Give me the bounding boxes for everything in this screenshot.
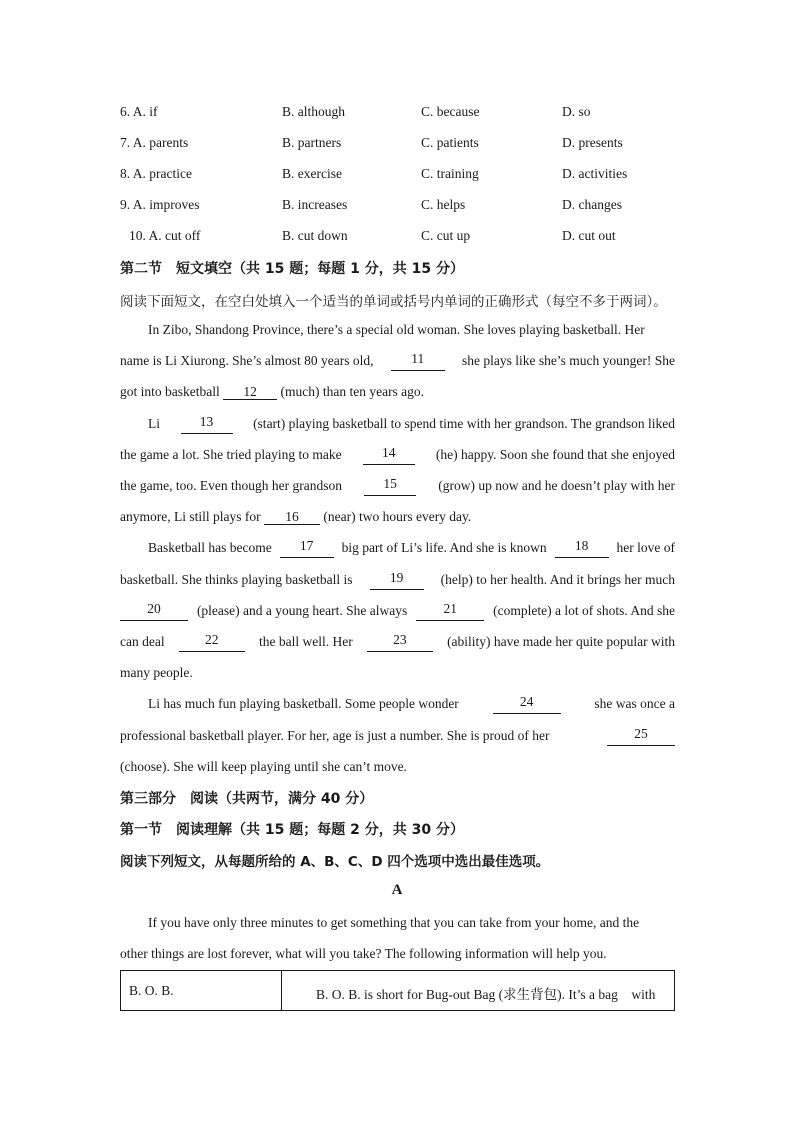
passage-line bbox=[148, 320, 675, 340]
blank-14[interactable]: 14 bbox=[363, 445, 415, 465]
passage-text: basketball. She thinks playing basketball is bbox=[120, 572, 353, 587]
blank-15[interactable]: 15 bbox=[364, 476, 416, 496]
blank-17[interactable]: 17 bbox=[280, 538, 334, 558]
passage-line bbox=[120, 382, 675, 402]
option-6d: D. so bbox=[562, 104, 591, 119]
option-8a: 8. A. practice bbox=[120, 166, 192, 181]
passage-text: Li bbox=[148, 416, 160, 431]
blank-12[interactable]: 12 bbox=[223, 384, 277, 400]
passage-text: her love of bbox=[616, 540, 675, 555]
blank-22[interactable]: 22 bbox=[179, 632, 245, 652]
option-row-9 bbox=[0, 197, 794, 217]
option-9d: D. changes bbox=[562, 197, 622, 212]
intro-line bbox=[148, 913, 675, 933]
passage-text: she was once a bbox=[594, 696, 675, 711]
passage-text: many people. bbox=[120, 665, 193, 680]
blank-21[interactable]: 21 bbox=[416, 601, 484, 621]
passage-line bbox=[120, 507, 675, 527]
passage-text: got into basketball bbox=[120, 384, 220, 399]
part3-instruction: 阅读下列短文，从每题所给的 A、B、C、D 四个选项中选出最佳选项。 bbox=[120, 854, 550, 870]
option-10d: D. cut out bbox=[562, 228, 616, 243]
passage-text: (near) two hours every day. bbox=[323, 509, 472, 524]
intro-line bbox=[120, 944, 675, 964]
option-row-6 bbox=[0, 104, 794, 124]
passage-line bbox=[120, 445, 675, 465]
table-cell-label-text: B. O. B. bbox=[129, 983, 174, 998]
option-6c: C. because bbox=[421, 104, 480, 119]
option-row-8 bbox=[0, 166, 794, 186]
blank-18[interactable]: 18 bbox=[555, 538, 609, 558]
option-row-10 bbox=[0, 228, 794, 248]
option-row-7 bbox=[0, 135, 794, 155]
passage-text: (help) to her health. And it brings her much bbox=[440, 572, 675, 587]
passage-line bbox=[120, 663, 675, 683]
option-8b: B. exercise bbox=[282, 166, 342, 181]
option-10b: B. cut down bbox=[282, 228, 348, 243]
passage-a-title: A bbox=[391, 882, 403, 898]
blank-24[interactable]: 24 bbox=[493, 694, 561, 714]
passage-text: name is Li Xiurong. She’s almost 80 years old, bbox=[120, 353, 374, 368]
passage-line bbox=[148, 694, 675, 714]
passage-line bbox=[120, 351, 675, 371]
passage-text: she plays like she’s much younger! She bbox=[462, 353, 675, 368]
option-7b: B. partners bbox=[282, 135, 342, 150]
option-9a: 9. A. improves bbox=[120, 197, 200, 212]
table-cell-description: B. O. B. is short for Bug-out Bag (求生背包). It’s a bag with bbox=[316, 987, 656, 1002]
option-6a: 6. A. if bbox=[120, 104, 158, 119]
passage-line bbox=[148, 414, 675, 434]
info-table bbox=[120, 970, 675, 1011]
passage-text: In Zibo, Shandong Province, there’s a special old woman. She loves playing basketball. Her bbox=[148, 322, 645, 337]
passage-line bbox=[120, 601, 675, 621]
option-6b: B. although bbox=[282, 104, 345, 119]
section2-heading: 第二节 短文填空（共 15 题；每题 1 分，共 15 分） bbox=[120, 261, 464, 277]
option-8d: D. activities bbox=[562, 166, 628, 181]
passage-text: (ability) have made her quite popular with bbox=[447, 634, 675, 649]
passage-text: Basketball has become bbox=[148, 540, 272, 555]
option-7d: D. presents bbox=[562, 135, 623, 150]
passage-text: professional basketball player. For her, age is just a number. She is proud of her bbox=[120, 728, 550, 743]
blank-11[interactable]: 11 bbox=[391, 351, 445, 371]
passage-line bbox=[120, 476, 675, 496]
option-7a: 7. A. parents bbox=[120, 135, 189, 150]
option-7c: C. patients bbox=[421, 135, 479, 150]
option-10a: 10. A. cut off bbox=[129, 228, 201, 243]
passage-line bbox=[120, 757, 675, 777]
option-8c: C. training bbox=[421, 166, 479, 181]
passage-text: (start) playing basketball to spend time with her grandson. The grandson liked bbox=[253, 416, 675, 431]
passage-text: (much) than ten years ago. bbox=[280, 384, 425, 399]
option-9b: B. increases bbox=[282, 197, 348, 212]
blank-23[interactable]: 23 bbox=[367, 632, 433, 652]
blank-20[interactable]: 20 bbox=[120, 601, 188, 621]
passage-text: (grow) up now and he doesn’t play with her bbox=[438, 478, 675, 493]
blank-16[interactable]: 16 bbox=[264, 509, 320, 525]
part3-heading: 第三部分 阅读（共两节，满分 40 分） bbox=[120, 791, 374, 807]
passage-text: (complete) a lot of shots. And she bbox=[493, 603, 675, 618]
passage-text: can deal bbox=[120, 634, 165, 649]
intro-text: If you have only three minutes to get something that you can take from your home, and the bbox=[148, 915, 640, 930]
part3-sub-heading: 第一节 阅读理解（共 15 题；每题 2 分，共 30 分） bbox=[120, 822, 464, 838]
blank-13[interactable]: 13 bbox=[181, 414, 233, 434]
passage-text: anymore, Li still plays for bbox=[120, 509, 261, 524]
passage-text: Li has much fun playing basketball. Some people wonder bbox=[148, 696, 459, 711]
intro-text: other things are lost forever, what will you take? The following information will help you. bbox=[120, 946, 607, 961]
passage-line bbox=[120, 632, 675, 652]
passage-line bbox=[120, 570, 675, 590]
blank-19[interactable]: 19 bbox=[370, 570, 424, 590]
passage-text: the ball well. Her bbox=[258, 634, 353, 649]
blank-25[interactable]: 25 bbox=[607, 726, 675, 746]
option-9c: C. helps bbox=[421, 197, 466, 212]
passage-text: (choose). She will keep playing until she can’t move. bbox=[120, 759, 407, 774]
passage-line bbox=[148, 538, 675, 558]
passage-text: the game, too. Even though her grandson bbox=[120, 478, 342, 493]
passage-text: (he) happy. Soon she found that she enjoyed bbox=[435, 447, 675, 462]
section2-instruction: 阅读下面短文，在空白处填入一个适当的单词或括号内单词的正确形式（每空不多于两词）。 bbox=[120, 294, 667, 310]
passage-line bbox=[120, 726, 675, 746]
passage-text: the game a lot. She tried playing to make bbox=[120, 447, 342, 462]
table-cell-label bbox=[121, 971, 282, 1010]
option-10c: C. cut up bbox=[421, 228, 471, 243]
passage-text: (please) and a young heart. She always bbox=[196, 603, 408, 618]
passage-text: big part of Li’s life. And she is known bbox=[341, 540, 547, 555]
